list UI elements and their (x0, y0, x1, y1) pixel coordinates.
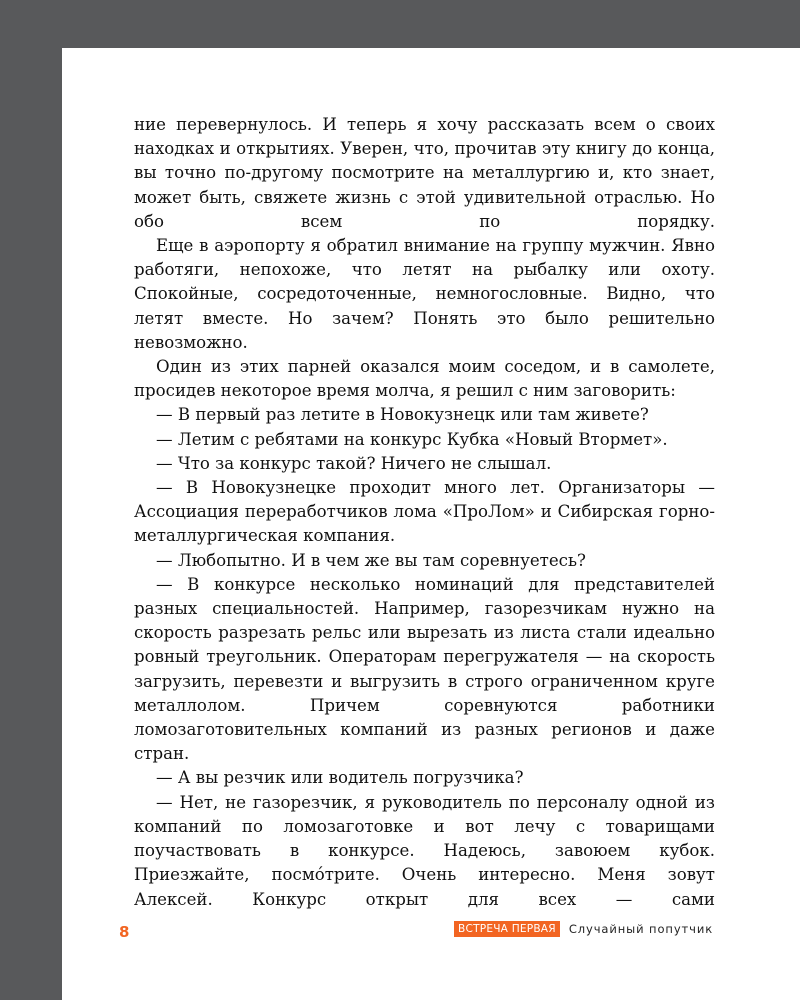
dialogue-line-2: — Летим с ребятами на конкурс Кубка «Новый Втормет». (156, 429, 668, 449)
running-footer (454, 921, 713, 937)
dialogue-line-7: — А вы резчик или водитель погрузчика? (156, 768, 524, 788)
dialogue-line-6: — В конкурсе несколько номинаций для представителей разных специальностей. Например, газорезчикам нужно на скорость разрезать рельс или вырезать из листа стали идеально ровный треугольник. Операторам перегружателя — на скорость загрузить, перевезти и выгрузить в строго ограниченном круге металлолом. Причем соревнуются работники ломозаготовительных компаний из разных регионов и даже стран. (134, 574, 715, 764)
dialogue-line-4: — В Новокузнецке проходит много лет. Организаторы — Ассоциация переработчиков лома «ПроЛом» и Сибирская горно-металлургическая компания. (134, 478, 715, 546)
dialogue-line-8: — Нет, не газорезчик, я руководитель по персоналу одной из компаний по ломозаготовке и вот лечу с товарищами поучаствовать в конкурсе. Надеюсь, завоюем кубок. Приезжайте, посмóтрите. Очень интересно. Меня зовут Алексей. Конкурс открыт для всех — сами (134, 792, 715, 909)
paragraph-3: Один из этих парней оказался моим соседом, и в самолете, просидев некоторое время молча, я решил с ним заговорить: (134, 357, 715, 401)
paragraph-2: Еще в аэропорту я обратил внимание на группу мужчин. Явно работяги, непохоже, что летят на рыбалку или охоту. Спокойные, сосредоточенные, немногословные. Видно, что летят вместе. Но зачем? Понять это было решительно невозможно. (134, 236, 715, 352)
body-text (134, 113, 715, 912)
page-number: 8 (119, 923, 130, 941)
chapter-title: Случайный попутчик (568, 922, 714, 936)
dialogue-line-1: — В первый раз летите в Новокузнецк или там живете? (156, 405, 649, 425)
section-badge: ВСТРЕЧА ПЕРВАЯ (454, 921, 560, 937)
dialogue-line-5: — Любопытно. И в чем же вы там соревнуетесь? (156, 550, 586, 570)
paragraph-1: ние перевернулось. И теперь я хочу рассказать всем о своих находках и открытиях. Уверен, что, прочитав эту книгу до конца, вы точно по-другому посмотрите на металлургию и, кто знает, может быть, свяжете жизнь с этой удивительной отраслью. Но обо всем по порядку. (134, 115, 715, 231)
dialogue-line-3: — Что за конкурс такой? Ничего не слышал. (156, 453, 552, 473)
